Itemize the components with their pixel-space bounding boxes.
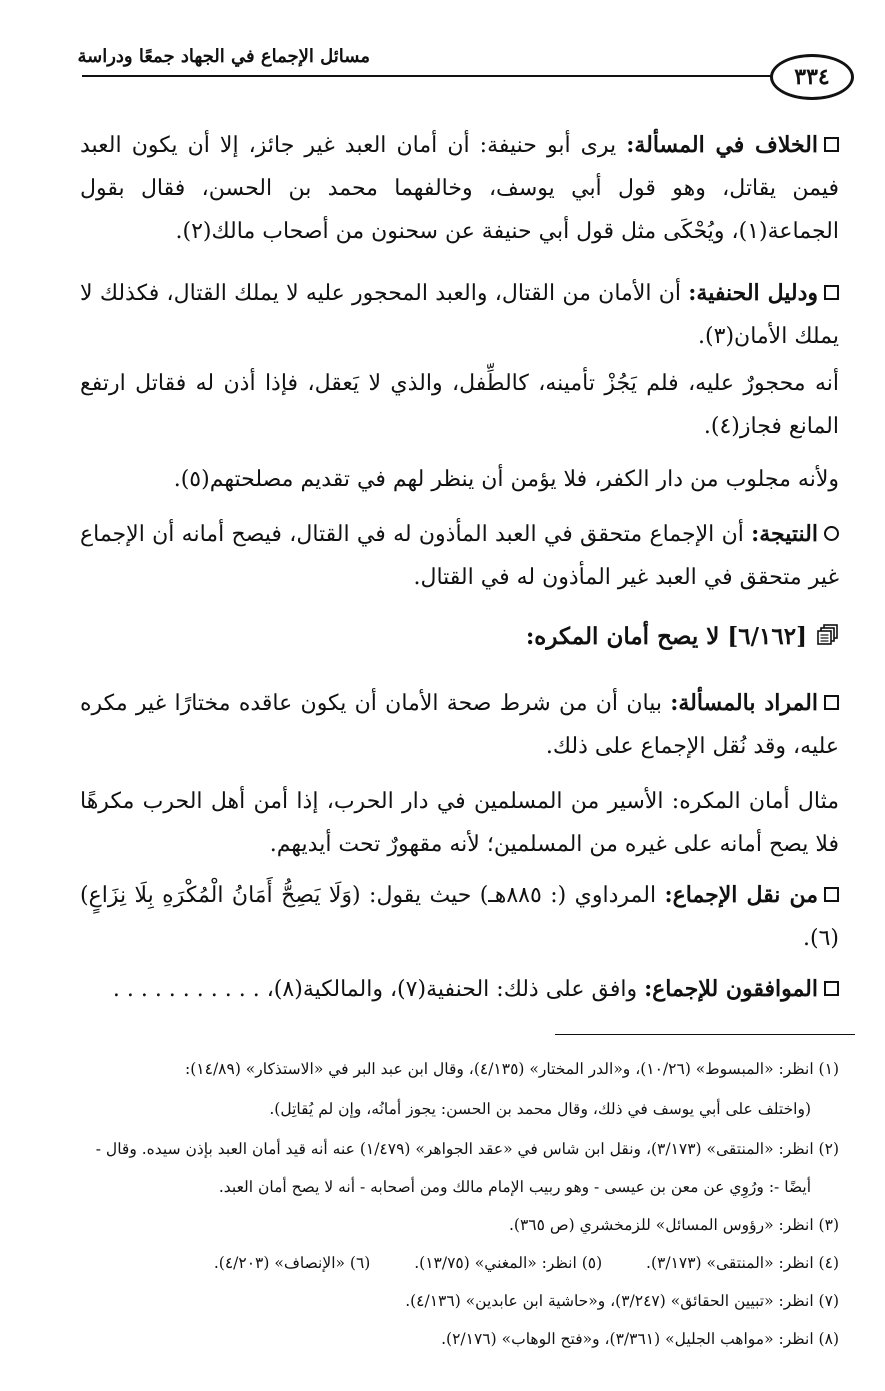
square-bullet-icon bbox=[824, 887, 839, 902]
footnote-4: (٤) انظر: «المنتقى» (٣/١٧٣). bbox=[646, 1254, 839, 1272]
text-disagreement: يرى أبو حنيفة: أن أمان العبد غير جائز، إلا أن يكون العبد فيمن يقاتل، وهو قول أبي يوسف، وخالفهما محمد بن الحسن، فقال بقول الجماعة(١)، ويُحْكَى مثل قول أبي حنيفة عن سحنون من أصحاب مالك(٢). bbox=[80, 133, 839, 244]
header-rule bbox=[82, 75, 772, 77]
paragraph-brought-from-war: ولأنه مجلوب من دار الكفر، فلا يؤمن أن ينظر لهم في تقديم مصلحتهم(٥). bbox=[173, 467, 839, 492]
square-bullet-icon bbox=[824, 137, 839, 152]
square-bullet-icon bbox=[824, 981, 839, 996]
label-disagreement: الخلاف في المسألة: bbox=[626, 132, 819, 158]
footnote-row-4-6 bbox=[0, 1246, 839, 1280]
label-transmitter: من نقل الإجماع: bbox=[664, 882, 818, 908]
square-bullet-icon bbox=[824, 285, 839, 300]
footnote-1-line-2: (واختلف على أبي يوسف في ذلك، وقال محمد بن الحسن: يجوز أمانُه، وإن لم يُقاتِل). bbox=[269, 1100, 811, 1118]
footnote-rule bbox=[555, 1034, 855, 1035]
paragraph-disagreement bbox=[80, 124, 839, 253]
paragraph-meaning bbox=[80, 682, 839, 768]
footnote-8: (٨) انظر: «مواهب الجليل» (٣/٣٦١)، و«فتح الوهاب» (٢/١٧٦). bbox=[441, 1330, 839, 1348]
circle-bullet-icon bbox=[824, 526, 839, 541]
paragraph-restricted: أنه محجورٌ عليه، فلم يَجُزْ تأمينه، كالطِّفل، والذي لا يَعقل، فإذا أذن له فقاتل ارتفع المانع فجاز(٤). bbox=[80, 371, 839, 439]
label-hanafi-evidence: ودليل الحنفية: bbox=[688, 280, 818, 306]
footnote-2-line-2: أيضًا -: ورُوِي عن معن بن عيسى - وهو ربيب الإمام مالك ومن أصحابه - أنه لا يصح أمان العبد. bbox=[218, 1178, 811, 1196]
footnote-1-line-1: (١) انظر: «المبسوط» (١٠/٢٦)، و«الدر المختار» (٤/١٣٥)، وقال ابن عبد البر في «الاستذكار» (١٤/٨٩): bbox=[185, 1060, 839, 1078]
page-number: ٣٣٤ bbox=[770, 54, 854, 100]
paragraph-result bbox=[80, 513, 839, 599]
text-hanafi-evidence: أن الأمان من القتال، والعبد المحجور عليه لا يملك القتال، فكذلك لا يملك الأمان(٣). bbox=[80, 281, 839, 349]
square-bullet-icon bbox=[824, 695, 839, 710]
text-agreeing: وافق على ذلك: الحنفية(٧)، والمالكية(٨)، . . . . . . . . . . . bbox=[112, 977, 645, 1002]
label-agreeing: الموافقون للإجماع: bbox=[644, 976, 818, 1002]
running-header-title: مسائل الإجماع في الجهاد جمعًا ودراسة bbox=[77, 46, 370, 67]
footnote-5: (٥) انظر: «المغني» (١٣/٧٥). bbox=[414, 1254, 603, 1272]
label-meaning: المراد بالمسألة: bbox=[670, 690, 819, 716]
paragraph-example: مثال أمان المكره: الأسير من المسلمين في دار الحرب، إذا أمن أهل الحرب مكرهًا فلا يصح أمانه على غيره من المسلمين؛ لأنه مقهورٌ تحت أيديهم. bbox=[80, 789, 839, 857]
footnote-7: (٧) انظر: «تبيين الحقائق» (٣/٢٤٧)، و«حاشية ابن عابدين» (٤/١٣٦). bbox=[405, 1292, 839, 1310]
label-result: النتيجة: bbox=[751, 521, 818, 547]
stacked-pages-icon bbox=[817, 624, 839, 646]
footnote-6: (٦) «الإنصاف» (٤/٢٠٣). bbox=[213, 1254, 371, 1272]
paragraph-transmitter bbox=[80, 874, 839, 960]
text-transmitter: المرداوي (: ٨٨٥هـ) حيث يقول: (وَلَا يَصِحُّ أَمَانُ الْمُكْرَهِ بِلَا نِزَاعٍ)(٦). bbox=[80, 883, 839, 951]
paragraph-hanafi-evidence bbox=[80, 272, 839, 358]
text-result: أن الإجماع متحقق في العبد المأذون له في القتال، فيصح أمانه أن الإجماع غير متحقق في العبد غير المأذون له في القتال. bbox=[80, 522, 839, 590]
section-heading bbox=[80, 615, 839, 658]
footnote-2-line-1: (٢) انظر: «المنتقى» (٣/١٧٣)، ونقل ابن شاس في «عقد الجواهر» (١/٤٧٩) عنه أنه قيد أمان العبد بإذن سيده. وقال - bbox=[95, 1140, 839, 1158]
text-meaning: بيان أن من شرط صحة الأمان أن يكون عاقده مختارًا غير مكره عليه، وقد نُقل الإجماع على ذلك. bbox=[80, 691, 839, 759]
footnote-3: (٣) انظر: «رؤوس المسائل» للزمخشري (ص ٣٦٥). bbox=[508, 1216, 839, 1234]
section-heading-text: [٦/١٦٢] لا يصح أمان المكره: bbox=[525, 623, 807, 650]
paragraph-agreeing bbox=[80, 968, 839, 1011]
